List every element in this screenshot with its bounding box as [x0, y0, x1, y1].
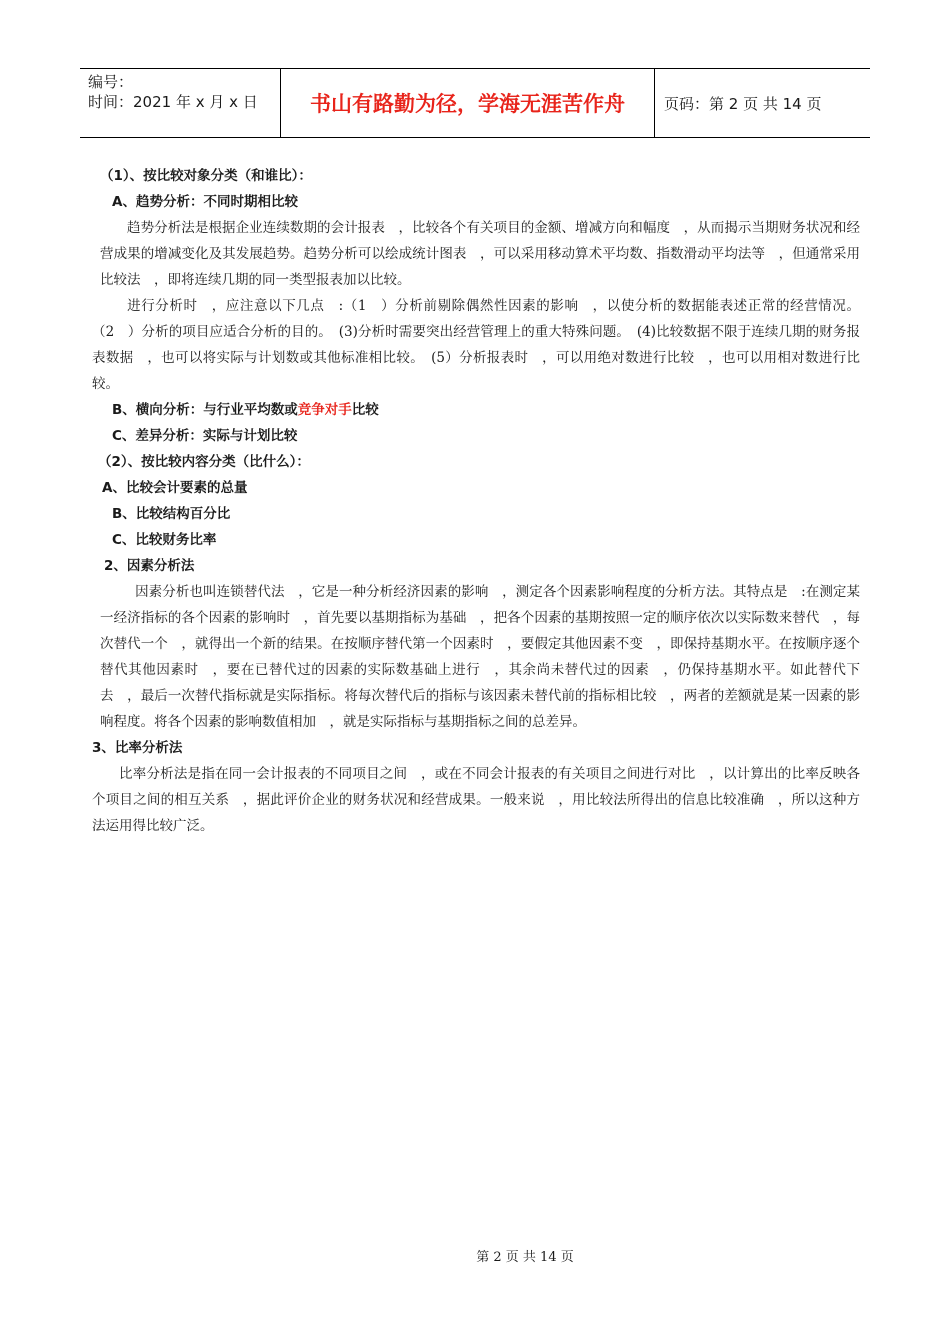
analysis-notes-paragraph: 进行分析时 ，应注意以下几点 :（1 ）分析前剔除偶然性因素的影响 ，以使分析的数据能表述正常的经营情况。（2 ）分析的项目应适合分析的目的。 (3)分析时需要突出经营管理上的重大特殊问题。 (4)比较数据不限于连续几期的财务报表数据 ，也可以将实际与计划数或其他标准相比较。 (5）分析报表时 ，可以用绝对数进行比较 ，也可以用相对数进行比较。	[92, 298, 860, 392]
page-header	[80, 68, 870, 138]
section-heading-2: （2）、按比较内容分类（比什么）：	[98, 454, 310, 470]
ratio-analysis-paragraph: 比率分析法是指在同一会计报表的不同项目之间 ，或在不同会计报表的有关项目之间进行对比 ，以计算出的比率反映各个项目之间的相互关系 ，据此评价企业的财务状况和经营成果。一般来说 ，用比较法所得出的信息比较准确 ，所以这种方法运用得比较广泛。	[92, 766, 860, 834]
number-label: 编号：	[88, 73, 134, 91]
section-heading-1: （1）、按比较对象分类（和谁比）：	[100, 168, 312, 184]
factor-analysis-paragraph: 因素分析也叫连锁替代法 ，它是一种分析经济因素的影响 ，测定各个因素影响程度的分析方法。其特点是 :在测定某一经济指标的各个因素的影响时 ，首先要以基期指标为基础 ，把各个因素的基期按照一定的顺序依次以实际数来替代 ，每次替代一个 ，就得出一个新的结果。在按顺序替代第一个因素时 ，要假定其他因素不变 ，即保持基期水平。在按顺序逐个替代其他因素时 ，要在已替代过的因素的实际数基础上进行 ，其余尚未替代过的因素 ，仍保持基期水平。如此替代下去 ，最后一次替代指标就是实际指标。将每次替代后的指标与该因素未替代前的指标相比较 ，两者的差额就是某一因素的影响程度。将各个因素的影响数值相加 ，就是实际指标与基期指标之间的总差异。	[100, 584, 860, 730]
horizontal-title-end: 比较	[351, 402, 379, 418]
competitor-highlight: 竞争对手	[297, 402, 352, 418]
trend-analysis-paragraph: 趋势分析法是根据企业连续数期的会计报表 ，比较各个有关项目的金额、增减方向和幅度 ，从而揭示当期财务状况和经营成果的增减变化及其发展趋势。趋势分析可以绘成统计图表 ，可以采用移动算术平均数、指数滑动平均法等 ，但通常采用比较法 ，即将连续几期的同一类型报表加以比较。	[100, 220, 860, 288]
compare-totals-item: A、比较会计要素的总量	[102, 480, 248, 496]
header-meta	[80, 69, 288, 140]
horizontal-analysis-title	[92, 397, 860, 423]
compare-structure-item: B、比较结构百分比	[112, 506, 231, 522]
ratio-analysis-heading: 3、比率分析法	[92, 740, 183, 756]
compare-ratios-item: C、比较财务比率	[112, 532, 217, 548]
time-label: 时间：2021 年 x 月 x 日	[88, 93, 258, 111]
trend-analysis-title: A、趋势分析：不同时期相比较	[112, 194, 298, 210]
page-footer: 第 2 页 共 14 页	[476, 1250, 574, 1265]
header-motto: 书山有路勤为径，学海无涯苦作舟	[280, 69, 655, 137]
factor-analysis-heading: 2、因素分析法	[104, 558, 195, 574]
variance-analysis-title: C、差异分析：实际与计划比较	[112, 428, 298, 444]
horizontal-title-start: B、横向分析：与行业平均数或	[112, 402, 298, 418]
header-page-code: 页码：第 2 页 共 14 页	[664, 94, 822, 113]
document-body	[92, 163, 860, 839]
